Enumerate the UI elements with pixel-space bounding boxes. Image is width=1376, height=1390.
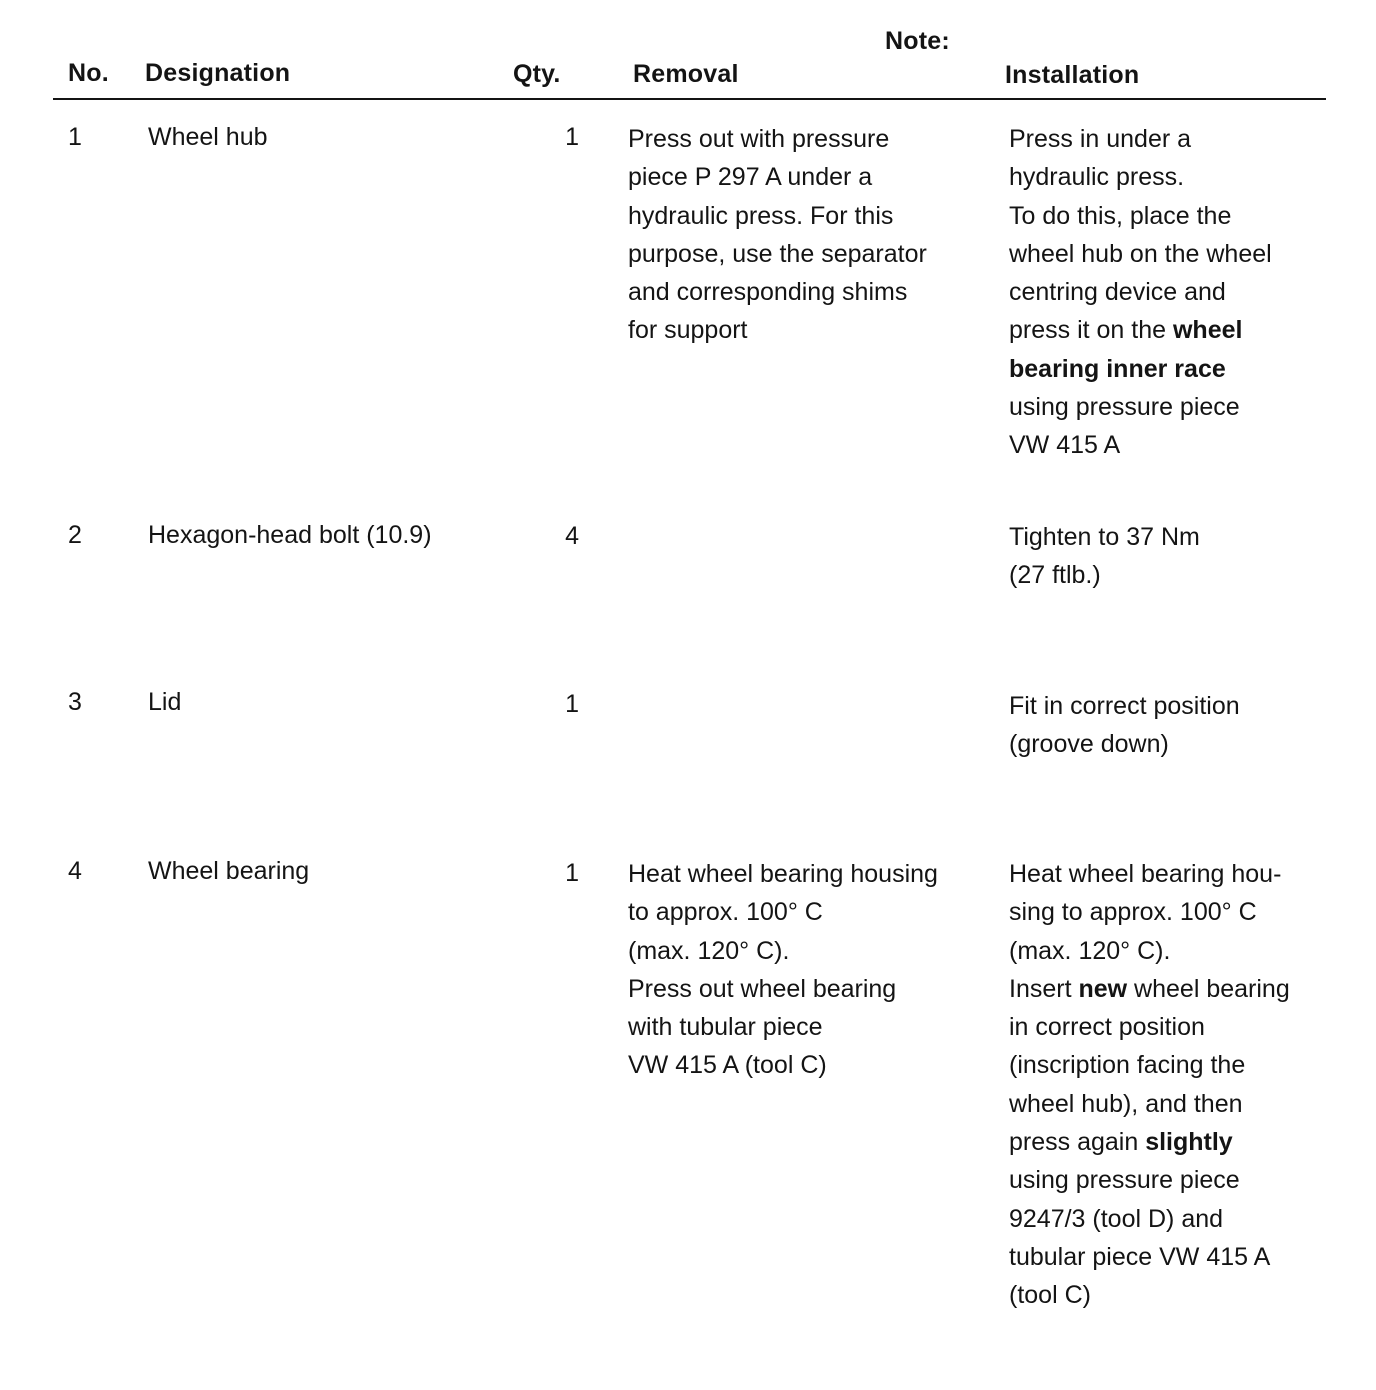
row-number: 3: [68, 688, 82, 716]
note-label: Note:: [885, 27, 950, 55]
row-number: 4: [68, 857, 82, 885]
column-header-qty: Qty.: [513, 60, 561, 88]
text-line: Heat wheel bearing housing: [628, 860, 938, 888]
text-line: VW 415 A (tool C): [628, 1051, 827, 1080]
column-header-installation: Installation: [1005, 61, 1140, 89]
text-line: tubular piece VW 415 A: [1009, 1242, 1271, 1271]
text-line: using pressure piece: [1009, 1166, 1240, 1195]
text-line: for support: [628, 316, 748, 345]
text-line: Fit in correct position: [1009, 692, 1240, 720]
column-header-no: No.: [68, 59, 109, 87]
column-header-removal: Removal: [633, 60, 739, 88]
text-line: Press in under a: [1009, 125, 1192, 153]
text-line: Press out with pressure: [628, 125, 890, 153]
designation-cell: Wheel bearing: [148, 857, 310, 885]
installation-cell: [1009, 687, 1240, 764]
text-line: Heat wheel bearing hou-: [1009, 860, 1282, 888]
designation-cell: Hexagon-head bolt (10.9): [148, 521, 432, 549]
text-line: centring device and: [1009, 278, 1226, 307]
header-divider: [53, 98, 1326, 100]
text-line: (tool C): [1009, 1281, 1091, 1310]
text-line: wheel hub on the wheel: [1009, 239, 1272, 268]
text-line: Tighten to 37 Nm: [1009, 523, 1200, 551]
quantity-cell: 1: [565, 859, 579, 887]
text-line: (max. 120° C).: [628, 936, 790, 965]
text-line: using pressure piece: [1009, 393, 1240, 422]
text-line: (inscription facing the: [1009, 1051, 1246, 1080]
text-line: (max. 120° C).: [1009, 936, 1171, 965]
quantity-cell: 1: [565, 123, 579, 151]
text-line: To do this, place the: [1009, 201, 1232, 230]
text-line: piece P 297 A under a: [628, 163, 873, 192]
text-line: Insert new wheel bearing: [1009, 974, 1290, 1003]
text-line: sing to approx. 100° C: [1009, 898, 1257, 927]
text-line: Press out wheel bearing: [628, 974, 897, 1003]
text-line: in correct position: [1009, 1013, 1205, 1042]
text-line: purpose, use the separator: [628, 239, 927, 268]
text-line: press again slightly: [1009, 1128, 1233, 1157]
text-line: bearing inner race: [1009, 354, 1226, 383]
quantity-cell: 1: [565, 690, 579, 718]
text-line: to approx. 100° C: [628, 898, 823, 927]
text-line: and corresponding shims: [628, 278, 908, 307]
removal-cell: [628, 120, 927, 350]
designation-cell: Wheel hub: [148, 123, 268, 151]
text-line: press it on the wheel: [1009, 316, 1243, 345]
column-header-designation: Designation: [145, 59, 291, 87]
row-number: 1: [68, 123, 82, 151]
text-line: hydraulic press. For this: [628, 201, 894, 230]
row-number: 2: [68, 521, 82, 549]
installation-cell: [1009, 518, 1200, 595]
quantity-cell: 4: [565, 522, 579, 550]
text-line: wheel hub), and then: [1009, 1089, 1243, 1118]
text-line: (27 ftlb.): [1009, 561, 1101, 590]
removal-cell: [628, 855, 938, 1085]
text-line: hydraulic press.: [1009, 163, 1185, 192]
text-line: VW 415 A: [1009, 431, 1121, 460]
text-line: 9247/3 (tool D) and: [1009, 1204, 1224, 1233]
designation-cell: Lid: [148, 688, 182, 716]
text-line: (groove down): [1009, 730, 1169, 759]
installation-cell: [1009, 855, 1290, 1315]
text-line: with tubular piece: [628, 1013, 823, 1042]
installation-cell: [1009, 120, 1272, 465]
